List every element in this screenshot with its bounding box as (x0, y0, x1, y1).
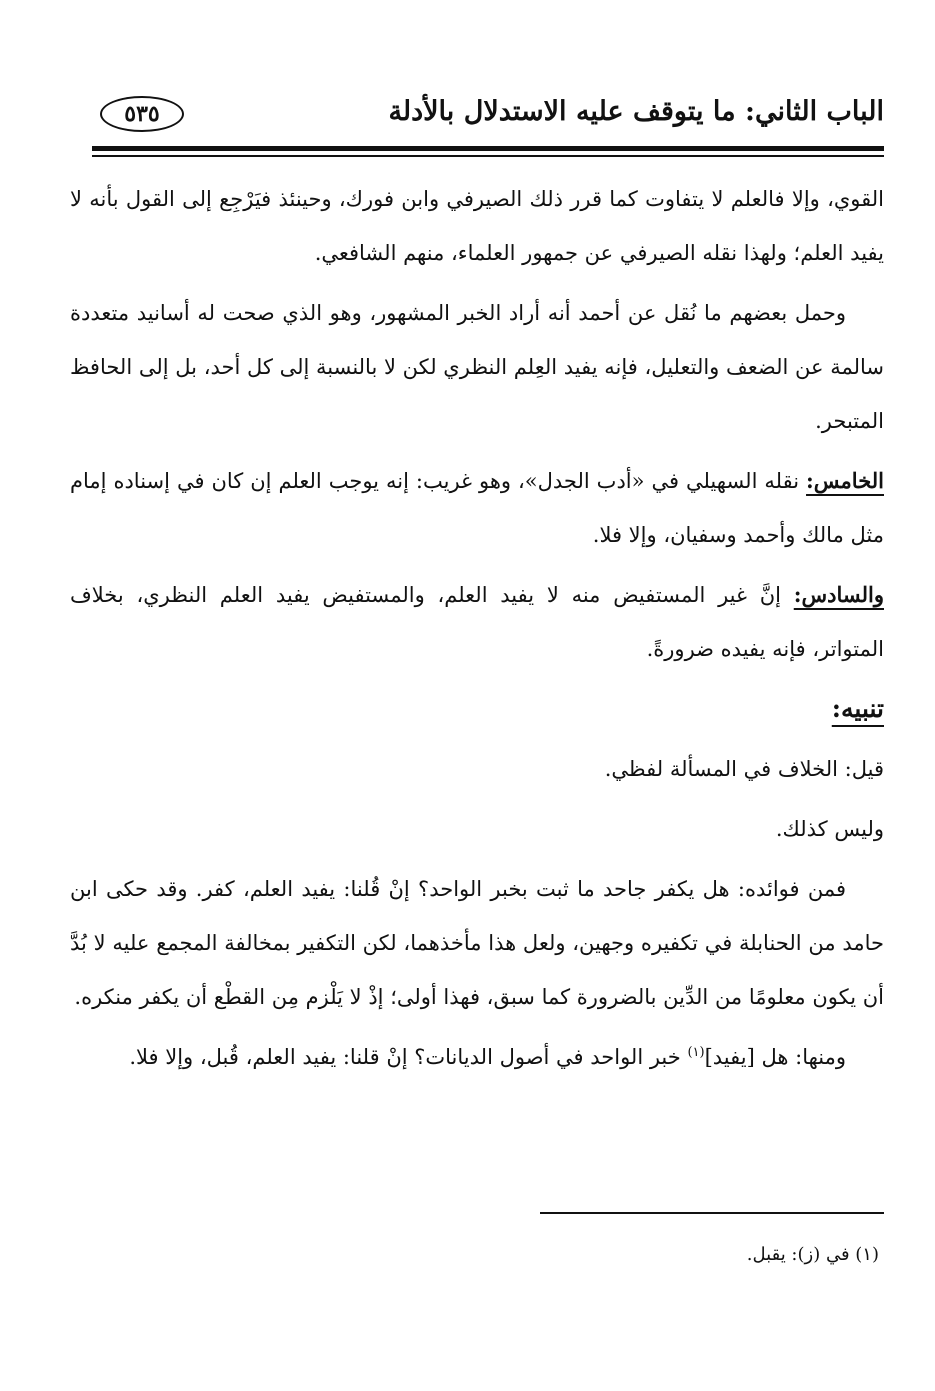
page-number: ٥٣٥ (100, 96, 184, 132)
paragraph-1: القوي، وإلا فالعلم لا يتفاوت كما قرر ذلك الصيرفي وابن فورك، وحينئذ فيَرْجِع إلى القول بأنه لا يفيد العلم؛ ولهذا نقله الصيرفي عن جمهور العلماء، منهم الشافعي. (70, 187, 884, 265)
paragraph-6: وليس كذلك. (775, 817, 884, 841)
paragraph-4 (70, 568, 884, 676)
paragraph-2: وحمل بعضهم ما نُقل عن أحمد أنه أراد الخبر المشهور، وهو الذي صحت له أسانيد متعددة سالمة عن الضعف والتعليل، فإنه يفيد العِلم النظري لكن لا بالنسبة إلى كل أحد، بل إلى الحافظ المتبحر. (70, 301, 884, 433)
running-header (92, 92, 884, 144)
footnote-separator (540, 1212, 884, 1214)
chapter-title: الباب الثاني: ما يتوقف عليه الاستدلال بالأدلة (388, 96, 884, 127)
paragraph-8-start: ومنها: هل [يفيد] (704, 1045, 846, 1069)
paragraph-7: فمن فوائده: هل يكفر جاحد ما ثبت بخبر الواحد؟ إنْ قُلنا: يفيد العلم، كفر. وقد حكى ابن حامد من الحنابلة في تكفيره وجهين، ولعل هذا مأخذهما، لكن التكفير بمخالفة المجمع عليه لا بُدَّ أن يكون معلومًا من الدِّين بالضرورة كما سبق، فهذا أولى؛ إذْ لا يَلْزم مِن القطْع أن يكفر منكره. (70, 877, 884, 1009)
term-sixth: والسادس: (793, 582, 884, 607)
paragraph-5: قيل: الخلاف في المسألة لفظي. (604, 757, 884, 781)
main-text (70, 172, 884, 1090)
header-rule-thin (92, 155, 884, 157)
paragraph-8-end: خبر الواحد في أصول الديانات؟ إنْ قلنا: يفيد العلم، قُبل، وإلا فلا. (129, 1045, 688, 1069)
footnote-1: (١) في (ز): يقبل. (746, 1244, 879, 1265)
paragraph-4-text: إنَّ غير المستفيض منه لا يفيد العلم، والمستفيض يفيد العلم النظري، بخلاف المتواتر، فإنه يفيده ضرورةً. (70, 583, 884, 661)
paragraph-3 (70, 454, 884, 562)
notice-heading: تنبيه: (831, 694, 884, 723)
header-rule-thick (92, 146, 884, 151)
footnote-reference[interactable]: (١) (687, 1045, 705, 1060)
paragraph-8 (70, 1030, 884, 1084)
paragraph-3-text: نقله السهيلي في «أدب الجدل»، وهو غريب: إنه يوجب العلم إن كان في إسناده إمام مثل مالك وأحمد وسفيان، وإلا فلا. (70, 469, 884, 547)
term-fifth: الخامس: (806, 468, 884, 493)
